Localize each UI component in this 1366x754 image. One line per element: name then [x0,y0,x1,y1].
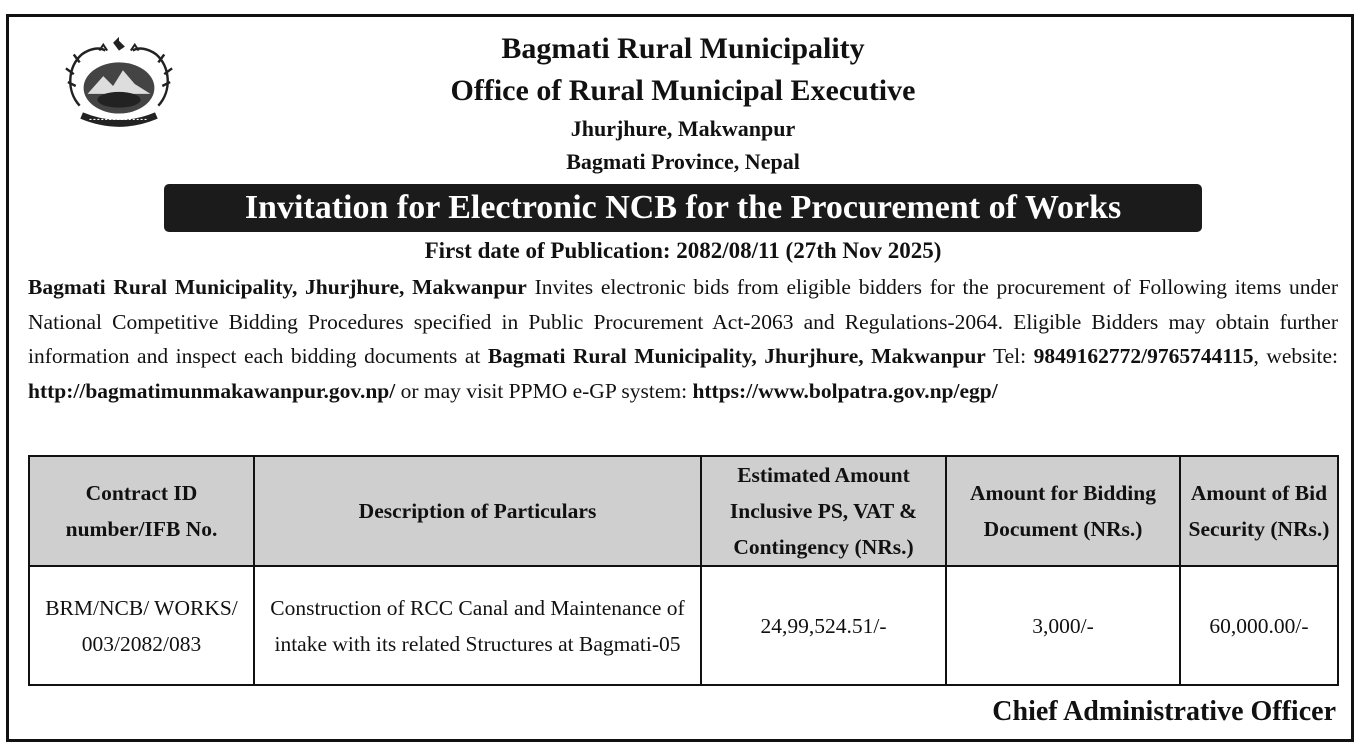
estimated-amount-cell: 24,99,524.51/- [701,566,946,685]
bid-security-cell: 60,000.00/- [1180,566,1338,685]
table-header-row [29,456,1338,566]
website-link[interactable]: http://bagmatimunmakawanpur.gov.np/ [28,378,396,403]
document-fee-cell: 3,000/- [946,566,1180,685]
signatory-title: Chief Administrative Officer [992,696,1336,727]
office-location: Bagmati Rural Municipality, Jhurjhure, Makwanpur [487,344,986,368]
invitation-text: Invites electronic bids from eligible bidders for the procurement of Following items under National Competitive Bidding Procedures specified in Public Procurement Act-2063 and Regulations-2064. Eligible Bidders may obtain further information and inspect each bidding documents at [28,275,1338,368]
header-document-fee: Amount for Bidding Document (NRs.) [946,456,1180,566]
office-province: Bagmati Province, Nepal [566,149,800,174]
municipality-name: Bagmati Rural Municipality [501,32,865,65]
contract-id-cell: BRM/NCB/ WORKS/ 003/2082/083 [29,566,254,685]
egp-label: or may visit PPMO e-GP system: [395,378,693,403]
telephone-numbers: 9849162772/9765744115 [1033,344,1254,368]
header-bid-security: Amount of Bid Security (NRs.) [1180,456,1338,566]
office-address: Jhurjhure, Makwanpur [570,116,796,141]
egp-link[interactable]: https://www.bolpatra.gov.np/egp/ [692,378,998,403]
telephone-label: Tel: [985,344,1034,368]
table-row [29,566,1338,685]
description-cell: Construction of RCC Canal and Maintenance of intake with its related Structures at Bagmati-05 [254,566,701,685]
issuer-name: Bagmati Rural Municipality, Jhurjhure, Makwanpur [28,275,527,299]
header-contract-id: Contract ID number/IFB No. [29,456,254,566]
website-label: , website: [1253,344,1339,368]
publication-date: First date of Publication: 2082/08/11 (27th Nov 2025) [424,238,942,263]
bid-table [28,455,1339,686]
header-estimated-amount: Estimated Amount Inclusive PS, VAT & Contingency (NRs.) [701,456,946,566]
invitation-paragraph [28,270,1338,408]
header-description: Description of Particulars [254,456,701,566]
notice-title-banner: Invitation for Electronic NCB for the Procurement of Works [164,184,1202,232]
office-name: Office of Rural Municipal Executive [450,74,916,107]
